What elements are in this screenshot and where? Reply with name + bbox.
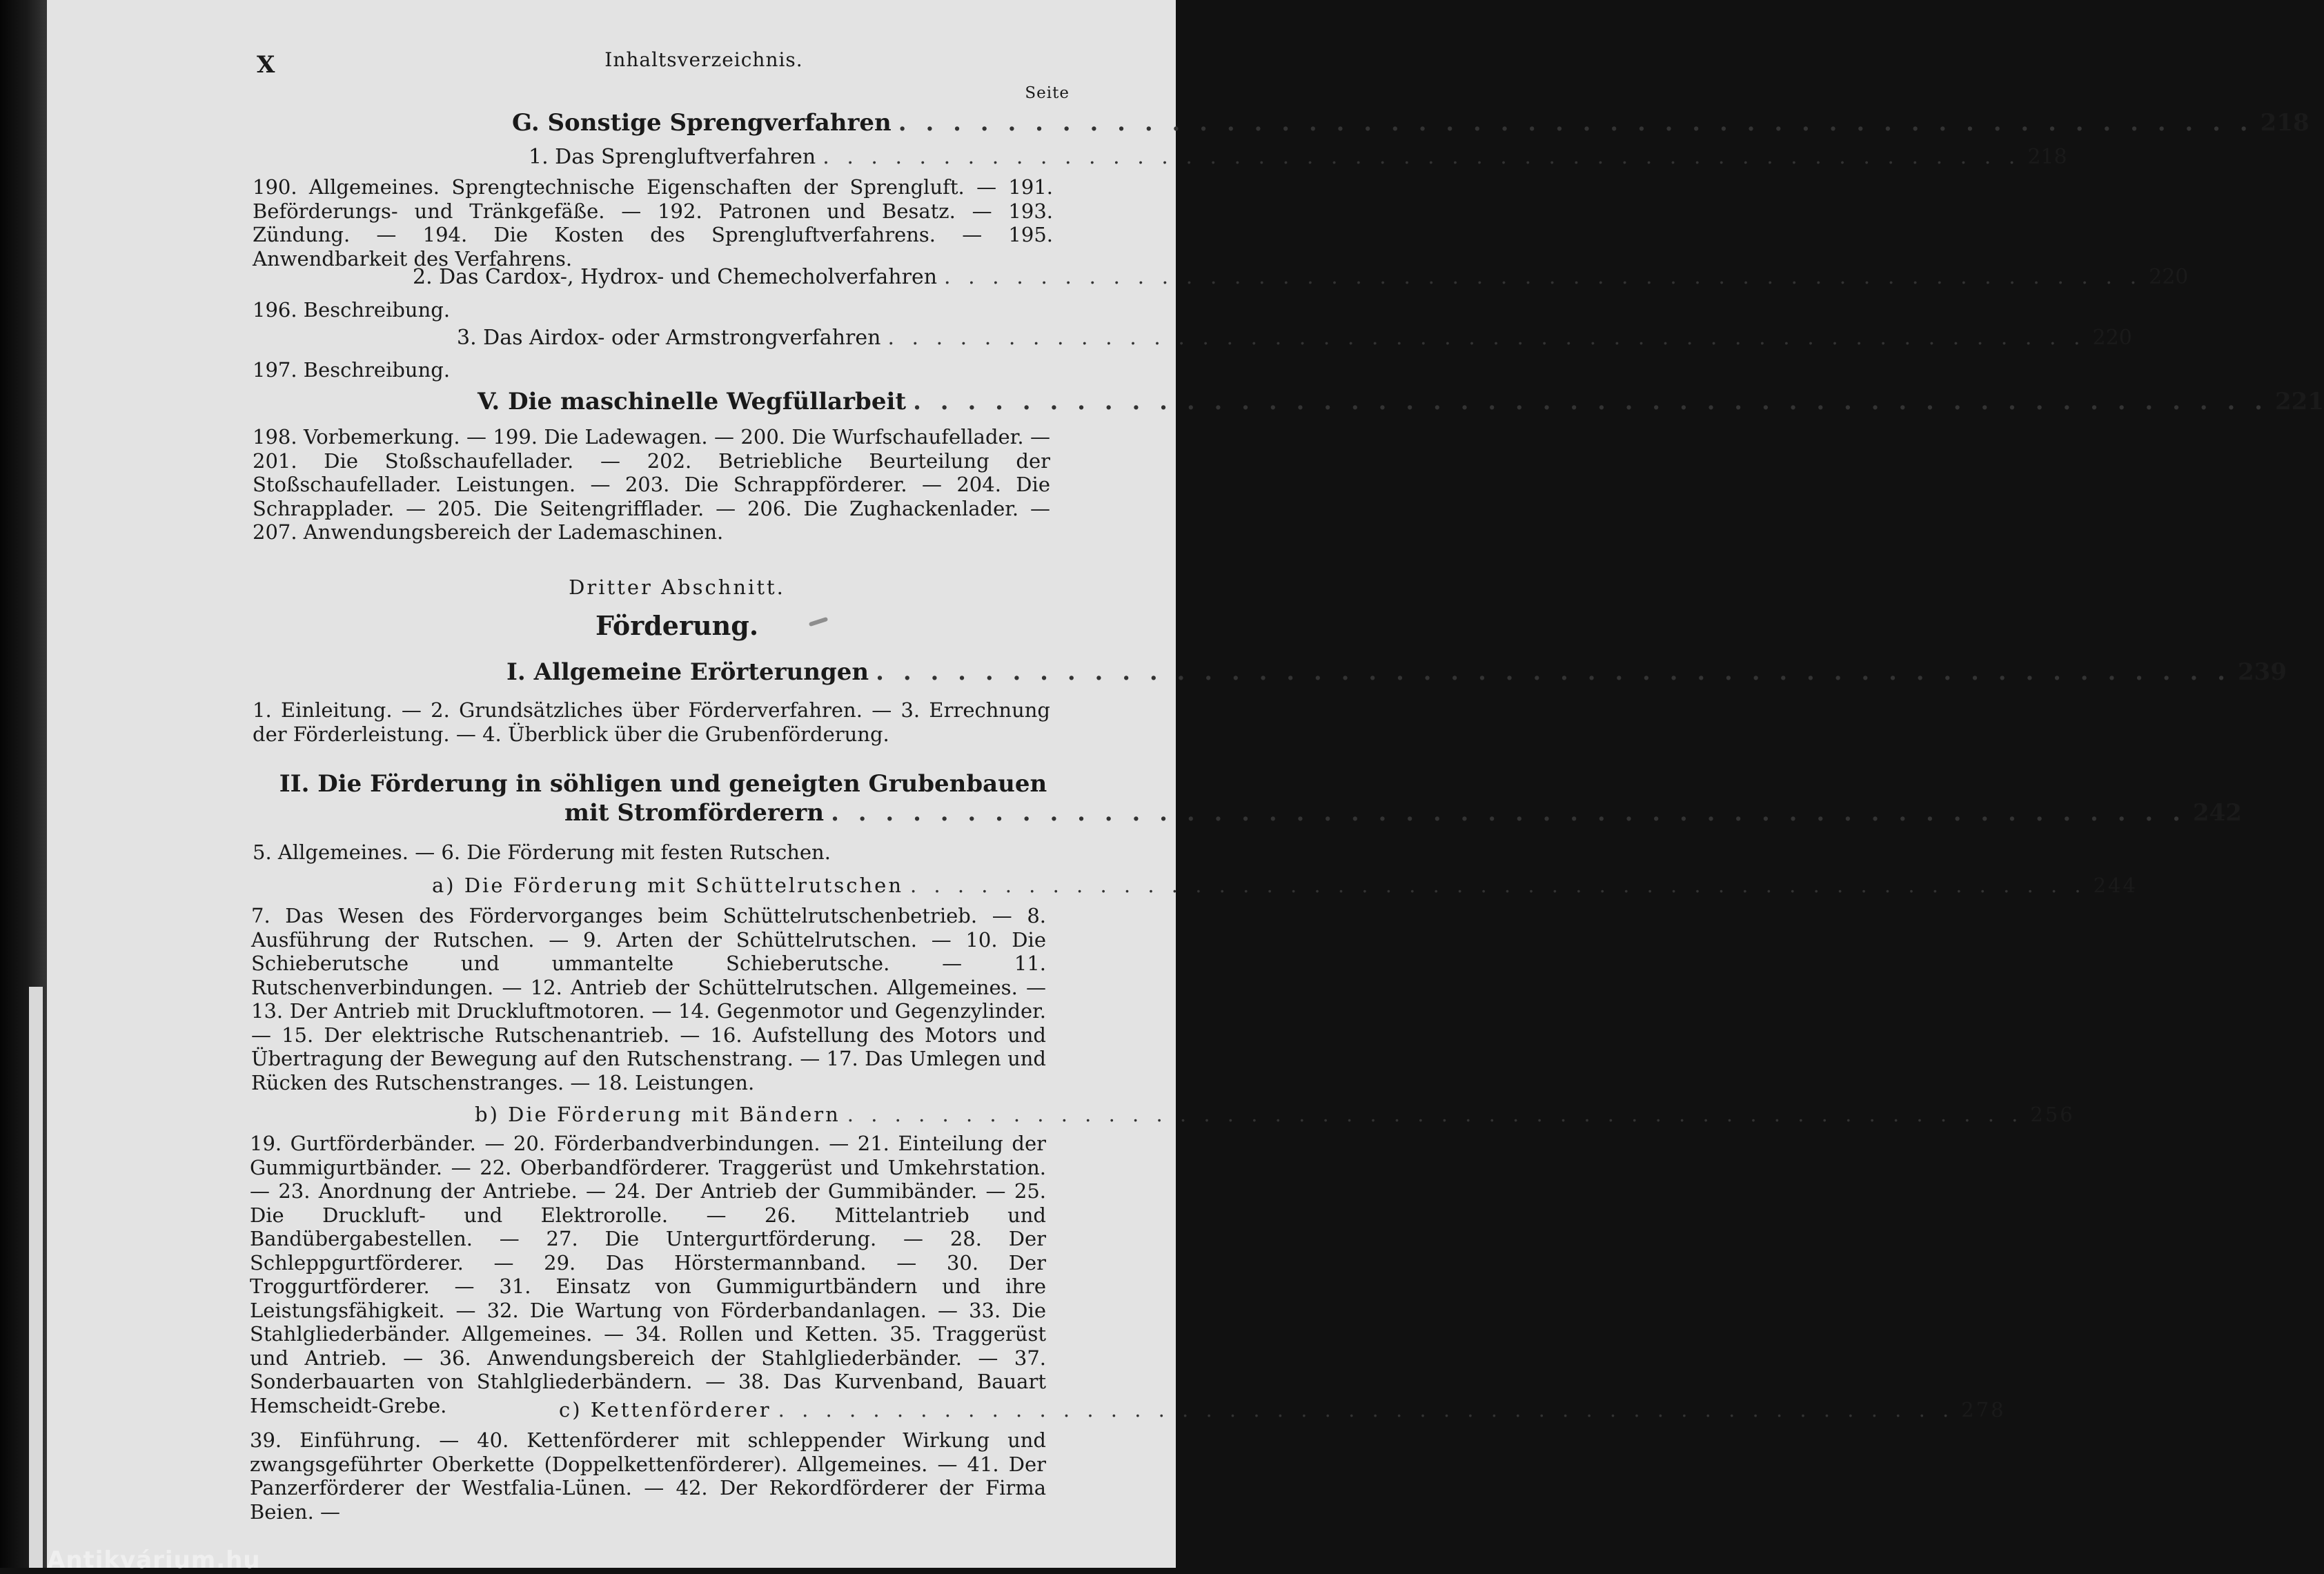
toc-title: mit Stromförderern bbox=[564, 799, 825, 827]
toc-entry-ii-c bbox=[559, 1398, 2006, 1421]
toc-page: 242 bbox=[2192, 799, 2242, 827]
toc-entry-v bbox=[477, 388, 2324, 415]
dot-leader: . . . . . . . . . . . . . . . . . . . . . . . . . . . . . . . . . . . . . . . . . . . . . . . . . . bbox=[823, 145, 2021, 169]
toc-entry-i bbox=[506, 658, 2287, 686]
toc-description: 19. Gurtförderbänder. — 20. Förderbandverbindungen. — 21. Einteilung der Gummigurtbänder. — 22. Oberbandförderer. Traggerüst und Umkehrstation. — 23. Anordnung der Antriebe. — 24. Der Antrieb der Gummibänder. — 25. Die Druckluft- und Elektrorolle. — 26. Mittelantrieb und Bandübergabestellen. — 27. Die Untergurtförderung. — 28. Der Schleppgurtförderer. — 29. Das Hörstermannband. — 30. Der Troggurtförderer. — 31. Einsatz von Gummigurtbändern und ihre Leistungsfähigkeit. — 32. Die Wartung von Förderbandanlagen. — 33. Die Stahlgliederbänder. Allgemeines. — 34. Rollen und Ketten. 35. Traggerüst und Antrieb. — 36. Anwendungsbereich der Stahlgliederbänder. — 37. Sonderbauarten von Stahlgliederbändern. — 38. Das Kurvenband, Bauart Hemscheidt-Grebe. bbox=[250, 1132, 1046, 1417]
toc-title: 1. Das Sprengluftverfahren bbox=[529, 145, 816, 169]
toc-title: c) Kettenförderer bbox=[559, 1398, 771, 1421]
toc-description: 5. Allgemeines. — 6. Die Förderung mit festen Rutschen. bbox=[253, 840, 831, 864]
toc-page: 239 bbox=[2238, 658, 2287, 686]
watermark: Antikvárium.hu bbox=[47, 1546, 261, 1574]
toc-title: 2. Das Cardox-, Hydrox- und Chemecholverfahren bbox=[413, 265, 938, 289]
toc-title: b) Die Förderung mit Bändern bbox=[475, 1103, 840, 1126]
toc-title: I. Allgemeine Erörterungen bbox=[506, 658, 869, 686]
toc-entry-g bbox=[512, 109, 2310, 137]
toc-description: 198. Vorbemerkung. — 199. Die Ladewagen. — 200. Die Wurfschaufellader. — 201. Die Stoßschaufellader. — 202. Betriebliche Beurteilung der Stoßschaufellader. Leistungen. — 203. Die Schrappförderer. — 204. Die Schrapplader. — 205. Die Seitengrifflader. — 206. Die Zughackenlader. — 207. Anwendungsbereich der Lademaschinen. bbox=[253, 425, 1050, 544]
toc-title: 3. Das Airdox- oder Armstrongverfahren bbox=[457, 326, 881, 350]
dot-leader: . . . . . . . . . . . . . . . . . . . . . . . . . . . . . . . . . . . . . . . . . . . . . . . . . . bbox=[847, 1103, 2024, 1126]
dot-leader: . . . . . . . . . . . . . . . . . . . . . . . . . . . . . . . . . . . . . . . . . . . . . . . . . . bbox=[778, 1398, 1955, 1421]
section-label: Dritter Abschnitt. bbox=[569, 576, 785, 599]
toc-entry-g2 bbox=[413, 265, 2189, 289]
page-numeral: X bbox=[257, 51, 275, 79]
toc-page: 218 bbox=[2027, 145, 2067, 169]
toc-page: 256 bbox=[2030, 1103, 2075, 1126]
toc-page: 218 bbox=[2260, 109, 2310, 137]
toc-page: 220 bbox=[2149, 265, 2189, 289]
page-edge-strip bbox=[29, 987, 43, 1568]
running-head: Inhaltsverzeichnis. bbox=[604, 48, 803, 71]
toc-description: 39. Einführung. — 40. Kettenförderer mit schleppender Wirkung und zwangsgeführter Oberkette (Doppelkettenförderer). Allgemeines. — 41. Der Panzerförderer der Westfalia-Lünen. — 42. Der Rekordförderer der Firma Beien. — bbox=[250, 1428, 1046, 1524]
toc-entry-g3 bbox=[457, 326, 2132, 350]
toc-page: 221 bbox=[2274, 388, 2324, 415]
toc-entry-ii bbox=[564, 799, 2242, 827]
page-column-label: Seite bbox=[1025, 84, 1070, 102]
toc-description: 190. Allgemeines. Sprengtechnische Eigenschaften der Sprengluft. — 191. Beförderungs- und Tränkgefäße. — 192. Patronen und Besatz. — 193. Zündung. — 194. Die Kosten des Sprengluftverfahrens. — 195. Anwendbarkeit des Verfahrens. bbox=[253, 175, 1053, 270]
dot-leader: . . . . . . . . . . . . . . . . . . . . . . . . . . . . . . . . . . . . . . . . . . . . . . . . . . bbox=[831, 799, 2186, 827]
section-title: Förderung. bbox=[595, 610, 759, 641]
toc-description: 197. Beschreibung. bbox=[253, 358, 451, 382]
dot-leader: . . . . . . . . . . . . . . . . . . . . . . . . . . . . . . . . . . . . . . . . . . . . . . . . . . bbox=[876, 658, 2231, 686]
toc-title: V. Die maschinelle Wegfüllarbeit bbox=[477, 388, 907, 415]
toc-entry-g1 bbox=[529, 145, 2067, 169]
dot-leader: . . . . . . . . . . . . . . . . . . . . . . . . . . . . . . . . . . . . . . . . . . . . . . . . . . bbox=[887, 326, 2086, 350]
toc-entry-ii-a bbox=[432, 874, 2138, 897]
toc-page: 220 bbox=[2092, 326, 2132, 350]
toc-title: a) Die Förderung mit Schüttelrutschen bbox=[432, 874, 903, 897]
toc-page: 244 bbox=[2093, 874, 2138, 897]
toc-page: 278 bbox=[1961, 1398, 2006, 1421]
toc-entry-ii-b bbox=[475, 1103, 2075, 1126]
toc-entry-ii-line1: II. Die Förderung in söhligen und geneigten Grubenbauen bbox=[279, 770, 1047, 798]
toc-description: 7. Das Wesen des Fördervorganges beim Schüttelrutschenbetrieb. — 8. Ausführung der Rutschen. — 9. Arten der Schüttelrutschen. — 10. Die Schieberutsche und ummantelte Schieberutsche. — 11. Rutschenverbindungen. — 12. Antrieb der Schüttelrutschen. Allgemeines. — 13. Der Antrieb mit Druckluftmotoren. — 14. Gegenmotor und Gegenzylinder. — 15. Der elektrische Rutschenantrieb. — 16. Aufstellung des Motors und Übertragung der Bewegung auf den Rutschenstrang. — 17. Das Umlegen und Rücken des Rutschenstranges. — 18. Leistungen. bbox=[251, 904, 1046, 1094]
toc-title: G. Sonstige Sprengverfahren bbox=[512, 109, 892, 137]
toc-description: 1. Einleitung. — 2. Grundsätzliches über Förderverfahren. — 3. Errechnung der Förderleistung. — 4. Überblick über die Grubenförderung. bbox=[253, 698, 1050, 746]
toc-description: 196. Beschreibung. bbox=[253, 298, 451, 322]
dot-leader: . . . . . . . . . . . . . . . . . . . . . . . . . . . . . . . . . . . . . . . . . . . . . . . . . . bbox=[944, 265, 2143, 289]
dot-leader: . . . . . . . . . . . . . . . . . . . . . . . . . . . . . . . . . . . . . . . . . . . . . . . . . . bbox=[910, 874, 2087, 897]
dot-leader: . . . . . . . . . . . . . . . . . . . . . . . . . . . . . . . . . . . . . . . . . . . . . . . . . . bbox=[913, 388, 2268, 415]
dot-leader: . . . . . . . . . . . . . . . . . . . . . . . . . . . . . . . . . . . . . . . . . . . . . . . . . . bbox=[898, 109, 2254, 137]
